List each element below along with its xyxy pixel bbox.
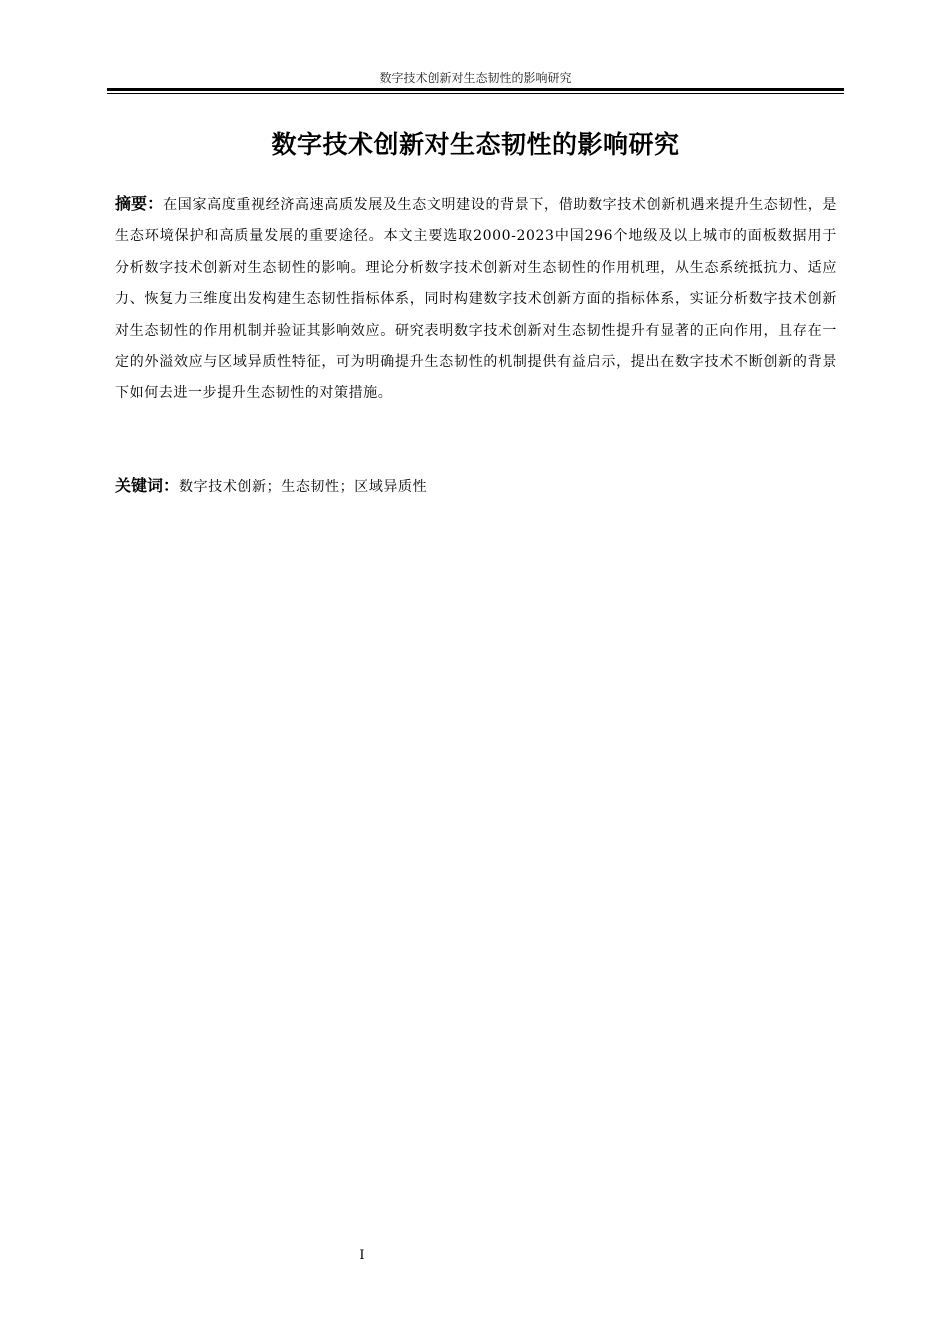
header-rule-thin [107,93,844,94]
page-number: I [359,1248,365,1263]
keywords-label: 关键词： [115,476,180,495]
abstract-label: 摘要： [115,194,164,213]
paper-title: 数字技术创新对生态韧性的影响研究 [271,130,680,159]
keywords-text: 数字技术创新；生态韧性；区域异质性 [179,479,428,495]
header-rule [107,88,844,91]
running-header: 数字技术创新对生态韧性的影响研究 [379,71,572,85]
abstract-paragraph [115,188,837,410]
abstract-text: 在国家高度重视经济高速高质发展及生态文明建设的背景下，借助数字技术创新机遇来提升生态韧性，是生态环境保护和高质量发展的重要途径。本文主要选取2000-2023中国296个地级及以上城市的面板数据用于分析数字技术创新对生态韧性的影响。理论分析数字技术创新对生态韧性的作用机理，从生态系统抵抗力、适应力、恢复力三维度出发构建生态韧性指标体系，同时构建数字技术创新方面的指标体系，实证分析数字技术创新对生态韧性的作用机制并验证其影响效应。研究表明数字技术创新对生态韧性提升有显著的正向作用，且存在一定的外溢效应与区域异质性特征，可为明确提升生态韧性的机制提供有益启示，提出在数字技术不断创新的背景下如何去进一步提升生态韧性的对策措施。 [115,197,837,402]
keywords-paragraph [115,470,837,503]
